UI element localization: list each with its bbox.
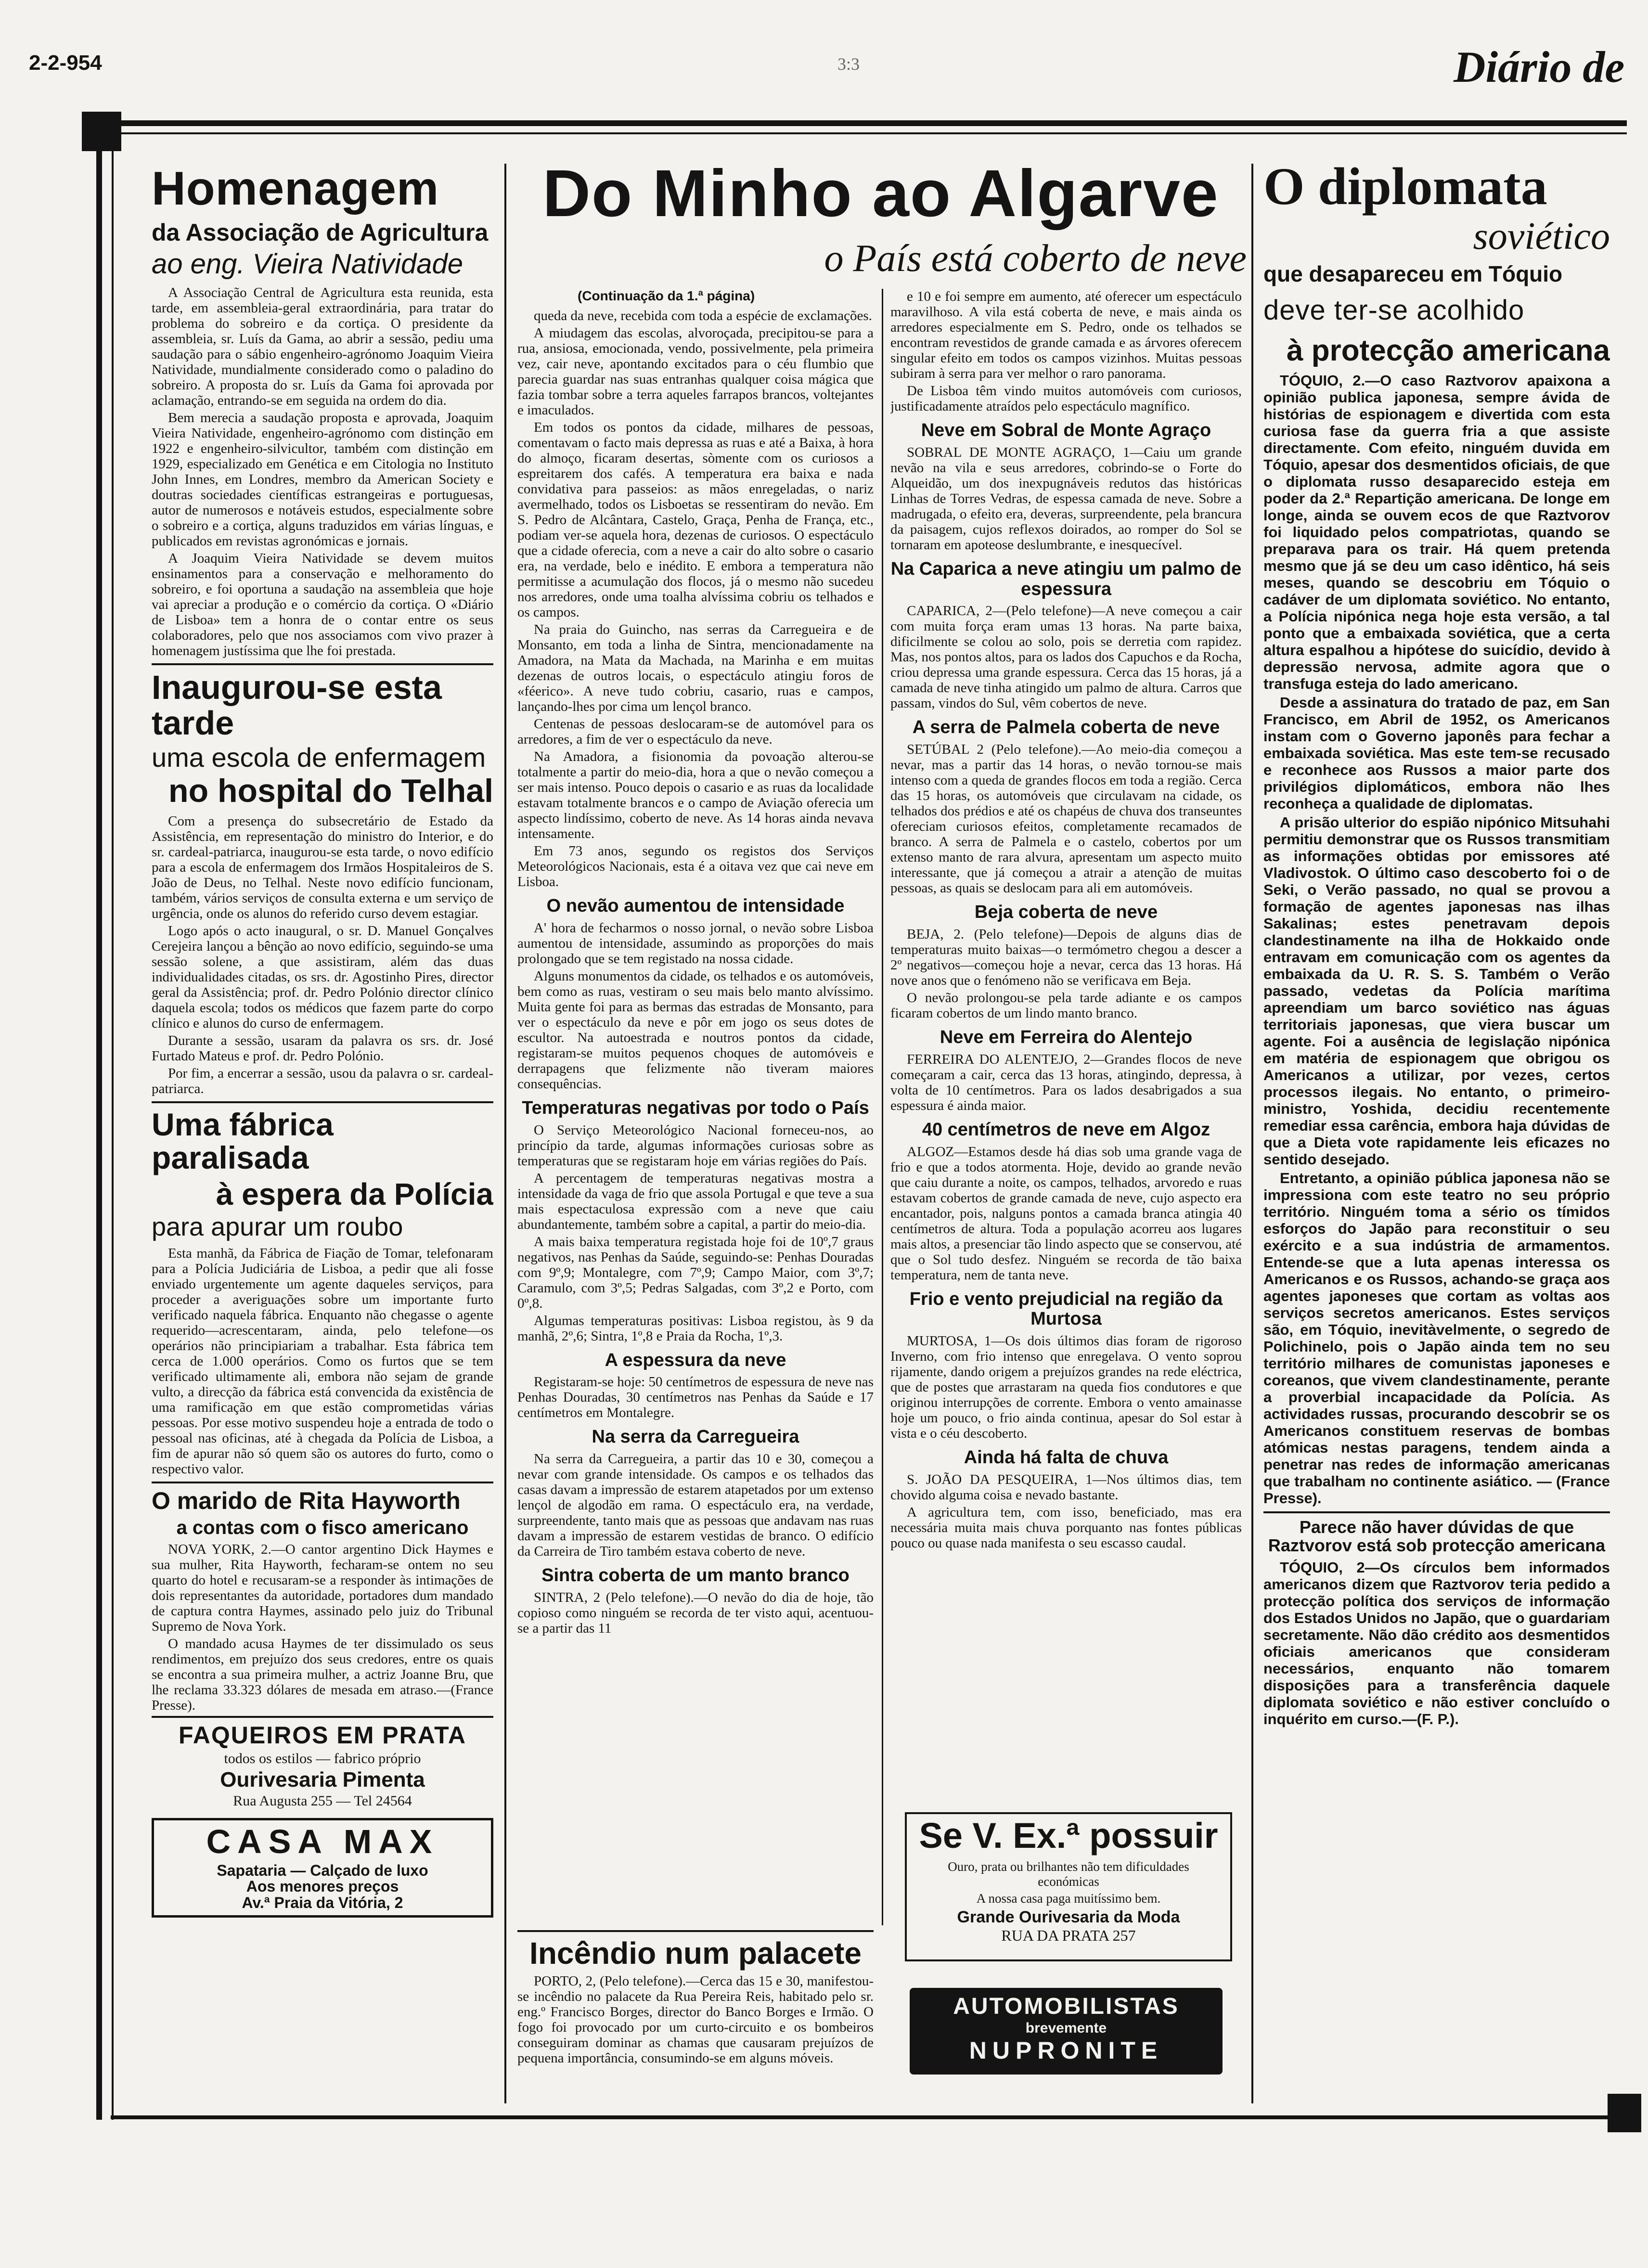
ad-line: todos os estilos — fabrico próprio	[224, 1751, 421, 1767]
column-divider-3	[1251, 164, 1253, 2103]
article-body	[1263, 372, 1610, 1507]
divider	[152, 1482, 493, 1483]
left-edge-rule	[96, 151, 102, 2120]
paragraph: Na praia do Guincho, nas serras da Carregueira e de Monsanto, em toda a linha de Sintra, mencionadamente na Amadora, na Mata da Machada, na Marinha e em muitas dezenas de outros locais, o espectáculo atingiu foros de «féerico». A neve tudo cobriu, casario, ruas e campos, lançando-lhes por cima um lençol branco.	[517, 622, 874, 714]
article-body	[152, 285, 493, 658]
divider	[1263, 1511, 1610, 1513]
section-heading: O nevão aumentou de intensidade	[546, 896, 845, 916]
article-hayworth	[152, 1488, 493, 1713]
paragraph: A Associação Central de Agricultura esta reunida, esta tarde, em assembleia-geral extraordinária, para tratar do problema do sobreiro e da cortiça. O presidente da assembleia, sr. Luís da Gama, ao abrir a sessão, pediu uma saudação para o sábio engenheiro-agrónomo Joaquim Vieira Natividade, mundialmente considerado como o paladino do sobreiro. A proposta do sr. Luís da Gama foi aprovada por aclamação, entrando-se em seguida na ordem do dia.	[152, 285, 493, 409]
center-column-b-body	[890, 289, 1242, 1551]
article-title: Inaugurou-se esta tarde	[152, 669, 442, 742]
right-corner-block	[1608, 2094, 1641, 2132]
ad-line: brevemente	[1025, 2020, 1107, 2036]
ad-nupronite	[910, 1988, 1223, 2075]
paragraph: A Joaquim Vieira Natividade se devem muitos ensinamentos para a conservação e melhoramento do sobreiro, e foi oportuna a saudação na assembleia que hoje vai apreciar a produção e o comércio da cortiça. O «Diário de Lisboa» tem a honra de o contar entre os seus colaboradores, pelo que nos associamos com vivo prazer à homenagem justíssima que lhe foi prestada.	[152, 551, 493, 659]
ad-line: Av.ª Praia da Vitória, 2	[242, 1894, 403, 1911]
article-title: Homenagem	[152, 164, 439, 215]
paragraph: Alguns monumentos da cidade, os telhados e os automóveis, bem como as ruas, vestiram o seu mais belo manto alvíssimo. Muita gente foi para as bermas das estradas de Monsanto, para ver o espectáculo da neve e pôr em jogo os seus dotes de escultor. Na autoestrada e noutros pontos da cidade, registaram-se muitos pequenos choques de automóveis e derrapagens que felizmente não tiveram maiores consequências.	[517, 968, 874, 1092]
paragraph: Esta manhã, da Fábrica de Fiação de Tomar, telefonaram para a Polícia Judiciária de Lisboa, a pedir que ali fosse enviado urgentemente um agente daqueles serviços, para proceder a averiguações sobre um importante furto verificado naquela fábrica. Enquanto não chegasse o agente requerido—acrescentaram, ainda, pelo telefone—os operários não principiariam a trabalhar. Esta fábrica tem cerca de 1.000 operários. Como os furtos que se tem verificado ultimamente ali, embora não sejam de grande vulto, a direcção da fábrica está convencida da existência de uma ramificação em que estão comprometidas várias pessoas. Por esse motivo suspendeu hoje a entrada de todo o pessoal nas oficinas, até à chegada da Polícia de Lisboa, a fim de apurar não só quem são os autores do furto, como o respectivo valor.	[152, 1246, 493, 1477]
article-subtitle: a contas com o fisco americano	[176, 1517, 469, 1538]
article-title: O marido de Rita Hayworth	[152, 1487, 461, 1515]
paragraph: De Lisboa têm vindo muitos automóveis com curiosos, justificadamente atraídos pelo espectáculo magnífico.	[890, 383, 1242, 414]
paragraph: A miudagem das escolas, alvoroçada, precipitou-se para a rua, ansiosa, emocionada, vendo, possivelmente, pela primeira vez, cair neve, apontando excitados para o céu flumbio que parecia guardar nas suas entranhas qualquer coisa mágica que fazia tombar sobre a terra aqueles farrapos brancos, voltejantes e imaculados.	[517, 325, 874, 418]
date: 2-2-954	[29, 51, 102, 75]
paragraph: SETÚBAL 2 (Pelo telefone).—Ao meio-dia começou a nevar, mas a partir das 14 horas, o nevão tornou-se mais intenso com a queda de grandes flocos em toda a região. Cerca das 15 horas, os automóveis que circulavam na cidade, os telhados dos prédios e até os chapéus de chuva dos transeuntes ofereciam curiosos efeitos, completamente recamados de branco. A serra de Palmela e o castelo, cobertos por um extenso manto de rara alvura, apresentam um aspecto muito interessante, que já começou a atrair a atenção de muitas pessoas, as quais se deslocam para ali em automóveis.	[890, 742, 1242, 896]
paragraph: MURTOSA, 1—Os dois últimos dias foram de rigoroso Inverno, com frio intenso que enregelava. O vento soprou rijamente, dando origem a prejuízos grandes na rede eléctrica, que de postes que arrastaram na queda fios condutores e que originou interrupções de corrente. Embora o vento amainasse hoje um pouco, o frio ainda continua, apesar do Sol estar à vista e o céu descoberto.	[890, 1333, 1242, 1442]
bottom-rule	[111, 2115, 1627, 2119]
section-heading: 40 centímetros de neve em Algoz	[922, 1119, 1210, 1140]
main-deck: o País está coberto de neve	[824, 237, 1247, 280]
paragraph: queda da neve, recebida com toda a espécie de exclamações.	[534, 308, 872, 323]
paragraph: Entretanto, a opinião pública japonesa não se impressiona com este teatro no seu próprio território. Ninguém toma a sério os tímidos esforços do Japão para reconstituir o seu exército e a sua indústria de armamentos. Entende-se que a luta apenas interessa os Americanos e os Russos, achando-se graça aos agentes japoneses que cortam as voltas aos serviços secretos americanos. Estes serviços são, em Tóquio, inevitàvelmente, o segredo de Polichinelo, pois o Japão ainda tem no seu território milhares de comunistas japoneses e coreanos, que vivem clandestinamente, perante a proverbial incapacidade da Polícia. As actividades russas, procurando descobrir se os Americanos constituem reservas de bombas atómicas nestas paragens, tendem ainda a penetrar nas redes de informação americanas que trabalham no continente asiático. — (France Presse).	[1263, 1169, 1610, 1507]
article-incendio	[517, 1937, 874, 2111]
ad-possuir	[905, 1812, 1232, 1961]
article-subtitle: à espera da Polícia	[216, 1177, 493, 1212]
main-headline: Do Minho ao Algarve	[542, 156, 1219, 231]
paragraph: O Serviço Meteorológico Nacional forneceu-nos, ao princípio da tarde, algumas informações curiosas sobre as temperaturas que se registaram hoje em várias regiões do País.	[517, 1122, 874, 1169]
section-heading: Na serra da Carregueira	[592, 1427, 799, 1447]
paragraph: Registaram-se hoje: 50 centímetros de espessura de neve nas Penhas Douradas, 30 centímetros nas Penhas da Saúde e 17 centímetros em Montalegre.	[517, 1374, 874, 1421]
article-body	[152, 813, 493, 1096]
paragraph: Na Amadora, a fisionomia da povoação alterou-se totalmente a partir do meio-dia, hora a que o nevão começou a ser mais intenso. Pouco depois o casario e as ruas da localidade estavam totalmente brancos e o campo de Aviação oferecia um aspecto lindíssimo, coberto de neve. As 14 horas ainda nevava intensamente.	[517, 749, 874, 841]
paragraph: FERREIRA DO ALENTEJO, 2—Grandes flocos de neve começaram a cair, cerca das 13 horas, atingindo, depressa, à volta de 10 centímetros. Para os lados desabrigados a sua espessura é ainda maior.	[890, 1051, 1242, 1113]
paragraph: Em todos os pontos da cidade, milhares de pessoas, comentavam o facto mais depressa as ruas e até a Baixa, à hora do almoço, ficaram desertas, sòmente com os curiosos a espreitarem dos cafés. A temperatura era baixa e nada convidativa para passeios: as mãos enregeladas, o nariz avermelhado, todos os Lisboetas se ressentiram do nevão. Em S. Pedro de Alcântara, Castelo, Graça, Penha de França, etc., podiam ver-se aquela hora, dezenas de curiosos. O espectáculo que a cidade oferecia, com a neve a cair do alto sobre o casario era, na verdade, belo e inédito. E embora a temperatura não permitisse a acumulação dos flocos, já o mesmo não sucedeu nos arredores, onde uma toalha alvíssima cobriu os telhados e os campos.	[517, 420, 874, 620]
divider	[152, 663, 493, 665]
section-heading: A espessura da neve	[605, 1350, 786, 1370]
article-escola	[152, 670, 493, 1096]
top-rule-thin	[111, 132, 1627, 134]
section-heading: Ainda há falta de chuva	[964, 1447, 1169, 1468]
column-divider-1	[504, 164, 506, 2103]
article-homenagem	[152, 164, 493, 658]
paragraph: A mais baixa temperatura registada hoje foi de 10º,7 graus negativos, nas Penhas da Saúde, seguindo-se: Penhas Douradas com 9º,9; Montalegre, com 7º,9; Campo Maior, com 3º,7; Caramulo, com 3º,5; Pedras Salgadas, com 3º,2 e Porto, com 0º,8.	[517, 1234, 874, 1311]
paragraph: NOVA YORK, 2.—O cantor argentino Dick Haymes e sua mulher, Rita Hayworth, fecharam-se ontem no seu quarto do hotel e recusaram-se a responder às intimações de dois representantes da autoridade, portadores dum mandado de captura contra Haymes, assinado pelo juiz do Tribunal Supremo de Nova York.	[152, 1541, 493, 1634]
paragraph: e 10 e foi sempre em aumento, até oferecer um espectáculo maravilhoso. A vila está coberta de neve, e mais ainda os arredores especialmente em S. Pedro, onde os telhados se encontram revestidos de grande camada e as árvores oferecem singular efeito em todos os campos vizinhos. Muitas pessoas subiram à serra para ver melhor o raro panorama.	[890, 289, 1242, 381]
ad-line: Rua Augusta 255 — Tel 24564	[233, 1793, 412, 1809]
paragraph: CAPARICA, 2—(Pelo telefone)—A neve começou a cair com muita força eram umas 13 horas. Na parte baixa, dificilmente se colou ao solo, pois se derretia com rapidez. Mas, nos pontos altos, para os lados dos Capuchos e da Rocha, criou depressa uma grande espessura. Cerca das 15 horas, já a camada de neve tinha atingido um palmo de altura. Carros que passam, vindos do Sul, vêm cobertos de neve.	[890, 603, 1242, 711]
article-fabrica	[152, 1108, 493, 1477]
ad-line: RUA DA PRATA 257	[1001, 1927, 1136, 1945]
section-heading: Neve em Sobral de Monte Agraço	[921, 420, 1211, 440]
paragraph: BEJA, 2. (Pelo telefone)—Depois de alguns dias de temperaturas muito baixas—o termómetro chegou a descer a 2º negativos—começou hoje a nevar, cerca das 13 horas. Há nove anos que o fenómeno não se verificava em Beja.	[890, 926, 1242, 988]
article-title: O diplomata	[1263, 159, 1547, 216]
paper-name: Diário de	[1454, 42, 1625, 91]
paragraph: Logo após o acto inaugural, o sr. D. Manuel Gonçalves Cerejeira lançou a bênção ao novo edifício, seguindo-se uma sessão solene, a que assistiram, além das duas individualidades citadas, os srs. dr. Agostinho Pires, director geral da Assistência; prof. dr. Pedro Polónio director clínico daquela escola; todos os médicos que fazem parte do corpo clínico e alunos do curso de enfermagem.	[152, 923, 493, 1031]
left-edge-rule-thin	[112, 151, 114, 2120]
article-subtitle: que desapareceu em Tóquio	[1263, 261, 1563, 286]
paragraph: Em 73 anos, segundo os registos dos Serviços Meteorológicos Nacionais, esta é a oitava vez que cai neve em Lisboa.	[517, 843, 874, 889]
article-subtitle-2: ao eng. Vieira Natividade	[152, 248, 464, 280]
paragraph: Centenas de pessoas deslocaram-se de automóvel para os arredores, a fim de ver o espectáculo da neve.	[517, 716, 874, 747]
page-mark: 3:3	[837, 54, 860, 74]
paragraph: PORTO, 2, (Pelo telefone).—Cerca das 15 e 30, manifestou-se incêndio no palacete da Rua Pereira Reis, habitado pelo sr. eng.º Francisco Borges, director do Banco Borges e Irmão. O fogo foi provocado por um curto-circuito e os bombeiros conseguiram dominar as chamas que causaram prejuízos de pequena importância, consumindo-se em alguns móveis.	[517, 1973, 874, 2066]
paragraph: Na serra da Carregueira, a partir das 10 e 30, começou a nevar com grande intensidade. Os campos e os telhados das casas davam a impressão de estarem atapetados por um extenso lençol de algodão em rama. O espectáculo era, na verdade, surpreendente, tanto mais que as pessoas que andavam nas ruas davam a impressão de estarem vestidas de branco. O edifício da Carreira de Tiro também estava coberto de neve.	[517, 1451, 874, 1559]
paragraph: SOBRAL DE MONTE AGRAÇO, 1—Caiu um grande nevão na vila e seus arredores, cobrindo-se o Forte do Alqueidão, um dos inexpugnáveis redutos das históricas Linhas de Torres Vedras, de espessa camada de neve. Sobre a madrugada, o efeito era, deveras, surpreendente, pela brancura da paisagem, cujos reflexos doirados, ao romper do Sol se tornaram em apoteose deslumbrante, e inesquecível.	[890, 444, 1242, 553]
ad-line: A nossa casa paga muitíssimo bem.	[976, 1891, 1161, 1906]
article-subtitle: uma escola de enfermagem	[152, 742, 486, 773]
paragraph: Durante a sessão, usaram da palavra os srs. dr. José Furtado Mateus e prof. dr. Pedro Polónio.	[152, 1032, 493, 1064]
section-heading: Na Caparica a neve atingiu um palmo de espessura	[890, 558, 1242, 599]
article-title: Incêndio num palacete	[529, 1937, 862, 1971]
article-subtitle-3: à protecção americana	[1286, 334, 1610, 367]
center-column-b	[890, 289, 1242, 1733]
section-heading: Neve em Ferreira do Alentejo	[940, 1027, 1193, 1047]
ad-title: AUTOMOBILISTAS	[953, 1994, 1179, 2019]
article-body	[152, 1246, 493, 1477]
incendio-rule	[517, 1930, 874, 1932]
ad-line: Ourivesaria Pimenta	[220, 1768, 425, 1792]
paragraph: A percentagem de temperaturas negativas mostra a intensidade da vaga de frio que assola Portugal e que teve a sua mais espectaculosa expressão com a neve que caiu abundantemente, também sobre a capital, a partir do meio-dia.	[517, 1170, 874, 1232]
section-heading: Frio e vento prejudicial na região da Murtosa	[909, 1289, 1223, 1329]
article-body	[152, 1542, 493, 1713]
article-body	[1263, 1559, 1610, 1727]
ad-casa-max	[152, 1818, 493, 1917]
top-rule	[111, 120, 1627, 126]
article-raztvorov	[1263, 1518, 1610, 1728]
article-diplomata	[1263, 159, 1610, 1507]
paragraph: A prisão ulterior do espião nipónico Mitsuhahi permitiu demonstrar que os Russos transmitiam as informações obtidas por emissores até Vladivostok. O último caso descoberto foi o de Seki, o Verão passado, no qual se provou a formação de agentes japonesas nas ilhas Sakalinas; estes penetravam depois clandestinamente na ilha de Hokkaido onde entravam em comunicação com os agentes da embaixada da U. R. S. S. Também o Verão passado, vedetas da Polícia marítima apreendiam um barco soviético nas águas territoriais japonesas, que viera buscar um agente. Foi a ausência de legislação nipónica em matéria de espionagem que obrigou os Americanos a utilizar, por vezes, certos processos ilegais. No entanto, o primeiro-ministro, Yoshida, decidiu recentemente remediar essa carência, embora haja dúvidas de que a Dieta vote rapidamente leis eficazes no sentido desejado.	[1263, 813, 1610, 1168]
article-title: Parece não haver dúvidas de que Raztvorov está sob protecção americana	[1268, 1517, 1606, 1555]
ad-faqueiros	[152, 1716, 493, 1810]
section-heading: Temperaturas negativas por todo o País	[522, 1097, 869, 1118]
section-heading: Sintra coberta de um manto branco	[541, 1565, 850, 1586]
paragraph: Desde a assinatura do tratado de paz, em San Francisco, em Abril de 1952, os Americanos instam com o Governo japonês para fechar a embaixada soviética. Mas este tem-se recusado e reconhece aos Russos a maior parte dos privilégios diplomáticos, embora não lhes reconheça a qualidade de diplomatas.	[1263, 694, 1610, 812]
left-column	[152, 164, 493, 2113]
divider	[152, 1101, 493, 1103]
paragraph: Algumas temperaturas positivas: Lisboa registou, às 9 da manhã, 2º,6; Sintra, 1º,8 e Praia da Rocha, 1º,3.	[517, 1313, 874, 1344]
continuation-note: (Continuação da 1.ª página)	[578, 288, 755, 303]
ad-title: Se V. Ex.ª possuir	[919, 1816, 1218, 1856]
paragraph: Por fim, a encerrar a sessão, usou da palavra o sr. cardeal-patriarca.	[152, 1065, 493, 1096]
ad-line: Ouro, prata ou brilhantes não tem dificuldades económicas	[948, 1859, 1189, 1889]
paragraph: SINTRA, 2 (Pelo telefone).—O nevão do dia de hoje, tão copioso como ninguém se recorda de ter visto aqui, acentuou-se a partir das 11	[517, 1589, 874, 1636]
ad-line: Grande Ourivesaria da Moda	[957, 1907, 1180, 1926]
section-heading: Beja coberta de neve	[974, 902, 1158, 923]
paragraph: A agricultura tem, com isso, beneficiado, mas era necessária muita mais chuva porquanto nas fontes públicas pouco ou quase nada manifesta o seu escasso caudal.	[890, 1504, 1242, 1551]
right-column	[1263, 159, 1610, 2108]
article-title: Uma fábrica paralisada	[152, 1106, 334, 1175]
paragraph: S. JOÃO DA PESQUEIRA, 1—Nos últimos dias, tem chovido alguma coisa e nevado bastante.	[890, 1471, 1242, 1503]
article-title-2: soviético	[1473, 215, 1610, 258]
paragraph: Com a presença do subsecretário de Estado da Assistência, em representação do ministro do Interior, e do sr. cardeal-patriarca, inaugurou-se esta tarde, o novo edifício para a escola de enfermagem dos Irmãos Hospitaleiros de S. João de Deus, no Telhal. Neste novo edifício funcionam, também, vários serviços de consulta externa e um serviço de urgência, onde os alunos do referido curso devem estagiar.	[152, 813, 493, 921]
article-subtitle-2: para apurar um roubo	[152, 1212, 403, 1242]
column-divider-2	[882, 289, 883, 1925]
article-subtitle-2: no hospital do Telhal	[168, 773, 493, 810]
ad-line: NUPRONITE	[969, 2036, 1163, 2064]
center-column-a	[517, 308, 874, 1925]
paragraph: Bem merecia a saudação proposta e aprovada, Joaquim Vieira Natividade, engenheiro-agrónomo com distinção em 1922 e engenheiro-silvicultor, também com distinção em 1929, especializado em Genética e em Citologia no Instituto John Innes, em Londres, membro da American Society e doutras sociedades científicas estrangeiras e portuguesas, autor de numerosos e notáveis estudos, especialmente sobre o sobreiro e a cortiça, alguns traduzidos em várias línguas, e publicados em revistas agronómicas e jornais.	[152, 410, 493, 549]
ad-title: FAQUEIROS EM PRATA	[178, 1721, 467, 1749]
ad-title: CASA MAX	[206, 1823, 439, 1861]
paragraph: ALGOZ—Estamos desde há dias sob uma grande vaga de frio e que a todos atormenta. Hoje, devido ao grande nevão que caiu durante a noite, os campos, telhados, arvoredo e ruas estavam cobertos de grande camada de neve, cujo aspecto era encantador, pois, nalguns pontos a camada branca atingia 40 centímetros de altura. Toda a população acorreu aos lugares mais altos, a presenciar tão lindo aspecto que se conservou, até que o Sol tudo desfez. Ninguém se recorda de tão baixa temperatura, nem de tanta neve.	[890, 1144, 1242, 1283]
section-heading: A serra de Palmela coberta de neve	[912, 717, 1220, 738]
paragraph: A' hora de fecharmos o nosso jornal, o nevão sobre Lisboa aumentou de intensidade, assumindo as proporções do mais prolongado que se tem registado na nossa cidade.	[517, 920, 874, 966]
paragraph: O mandado acusa Haymes de ter dissimulado os seus rendimentos, em prejuízo dos seus credores, entre os quais se encontra a sua primeira mulher, a actriz Joanne Bru, que lhe reclama 33.323 dólares de mesada em atraso.—(France Presse).	[152, 1636, 493, 1713]
ad-line: Aos menores preços	[246, 1878, 399, 1895]
paragraph: TÓQUIO, 2.—O caso Raztvorov apaixona a opinião publica japonesa, sempre ávida de histórias de espionagem e divertida com esta curiosa fase da guerra fria a que assiste directamente. Com efeito, ninguém duvida em Tóquio, apesar dos desmentidos oficiais, de que o diplomata russo desaparecido esteja em poder da 2.ª Repartição americana. De longe em longe, ainda se ouvem ecos de que Raztvorov foi liquidado pelos compatriotas, quando se preparava para os trair. Há quem pretenda mesmo que já se deu um caso idêntico, há seis meses, quando se descobriu em Tóquio o cadáver de um diplomata soviético. No entanto, a Polícia nipónica nega hoje esta versão, a tal ponto que a embaixada soviética, que a certa altura espalhou a hipótese do suicídio, devido à depressão nervosa, admite agora que o transfuga esteja do lado americano.	[1263, 372, 1610, 692]
left-corner-block	[82, 112, 121, 151]
ad-line: Sapataria — Calçado de luxo	[217, 1861, 428, 1879]
article-subtitle-2: deve ter-se acolhido	[1263, 294, 1525, 326]
paragraph: TÓQUIO, 2—Os círculos bem informados americanos dizem que Raztvorov teria pedido a protecção política dos serviços de informação dos Estados Unidos no Japão, que o guardariam secretamente. Não dão crédito aos desmentidos oficiais americanos que consideram necessários, enquanto não tomarem disposições para a transferência daquele diplomata soviético e não estiver concluído o inquérito em curso.—(F. P.).	[1263, 1559, 1610, 1728]
center-column-a-body	[517, 308, 874, 1636]
paragraph: O nevão prolongou-se pela tarde adiante e os campos ficaram cobertos de um lindo manto branco.	[890, 990, 1242, 1021]
article-body	[517, 1973, 874, 2066]
article-subtitle: da Associação de Agricultura	[152, 219, 489, 246]
